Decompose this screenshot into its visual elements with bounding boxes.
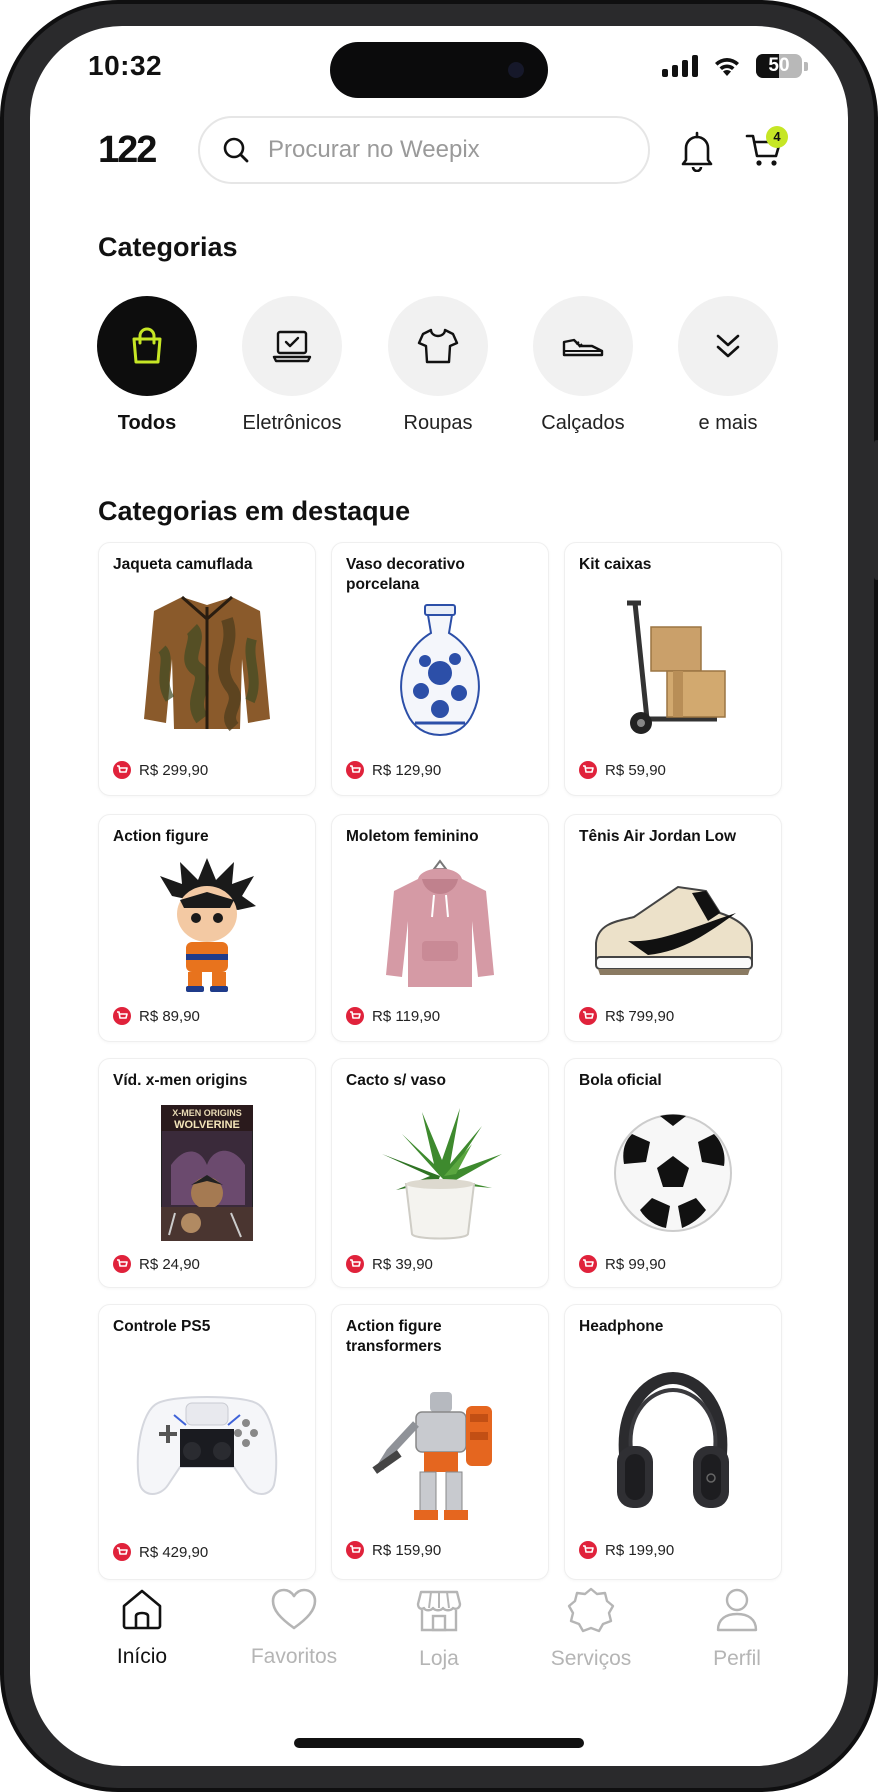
product-name: Bola oficial (579, 1072, 662, 1089)
product-card-moletom[interactable] (331, 814, 549, 1042)
product-price (579, 1541, 674, 1559)
status-icons (662, 54, 808, 78)
product-card-video[interactable] (98, 1058, 316, 1288)
price-cart-icon (346, 1541, 364, 1559)
product-name: Action figure (113, 828, 209, 845)
category-e-mais[interactable] (658, 296, 798, 435)
battery-percent: 50 (768, 55, 790, 76)
product-price (579, 1255, 666, 1273)
bag-icon (125, 324, 169, 368)
product-card-jaqueta[interactable] (98, 542, 316, 796)
category-label: Calçados (541, 412, 625, 434)
cover-title-line2: WOLVERINE (174, 1119, 240, 1131)
product-name: Jaqueta camuflada (113, 556, 253, 573)
hoodie-image (382, 857, 498, 993)
product-price-text: R$ 129,90 (372, 761, 442, 779)
product-name: Kit caixas (579, 556, 652, 573)
badge-icon (567, 1586, 615, 1634)
product-price (346, 761, 441, 779)
product-price-text: R$ 39,90 (372, 1255, 433, 1273)
category-label: Eletrônicos (242, 412, 342, 434)
product-price-text: R$ 799,90 (605, 1007, 675, 1025)
plant-image (372, 1104, 508, 1242)
price-cart-icon (579, 1541, 597, 1559)
home-indicator (294, 1738, 584, 1748)
price-cart-icon (346, 1255, 364, 1273)
wifi-icon (712, 55, 742, 77)
side-button (874, 440, 878, 580)
laptop-icon (270, 324, 314, 368)
category-circle (388, 296, 488, 396)
product-image (565, 595, 781, 739)
cover-title-line1: X-MEN ORIGINS (172, 1108, 242, 1118)
product-price-text: R$ 89,90 (139, 1007, 200, 1025)
category-label: Todos (117, 412, 177, 434)
category-circle (678, 296, 778, 396)
product-image (99, 1103, 315, 1243)
notification-bell-icon[interactable] (678, 130, 716, 172)
price-cart-icon (579, 1007, 597, 1025)
product-price (346, 1007, 440, 1025)
product-name: Action figure transformers (346, 1318, 442, 1355)
product-name: Controle PS5 (113, 1318, 211, 1335)
nav-label: Loja (419, 1647, 459, 1670)
category-circle (97, 296, 197, 396)
product-price-text: R$ 429,90 (139, 1543, 209, 1561)
product-price (113, 1007, 200, 1025)
headphone-image (611, 1372, 735, 1518)
price-cart-icon (113, 1543, 131, 1561)
controller-image (134, 1389, 280, 1499)
signal-icon (662, 55, 698, 77)
product-price-text: R$ 59,90 (605, 761, 666, 779)
store-icon (415, 1586, 463, 1634)
price-cart-icon (346, 1007, 364, 1025)
product-price-text: R$ 24,90 (139, 1255, 200, 1273)
product-image (99, 587, 315, 739)
tshirt-icon (416, 324, 460, 368)
product-card-headphone[interactable] (564, 1304, 782, 1580)
jacket-image (142, 589, 272, 737)
product-price-text: R$ 159,90 (372, 1541, 442, 1559)
camera-icon (508, 62, 524, 78)
product-price-text: R$ 299,90 (139, 761, 209, 779)
price-cart-icon (346, 761, 364, 779)
nav-item-servicos[interactable] (521, 1586, 661, 1671)
product-name: Cacto s/ vaso (346, 1072, 446, 1089)
category-label: e mais (698, 412, 758, 434)
product-price-text: R$ 199,90 (605, 1541, 675, 1559)
bottom-nav (30, 1586, 848, 1706)
price-cart-icon (113, 1255, 131, 1273)
product-name: Víd. x-men origins (113, 1072, 248, 1089)
product-card-action-figure[interactable] (98, 814, 316, 1042)
product-price (579, 1007, 674, 1025)
app-logo: 122 (98, 129, 156, 171)
product-card-vaso[interactable] (331, 542, 549, 796)
nav-item-inicio[interactable] (72, 1586, 212, 1669)
price-cart-icon (579, 1255, 597, 1273)
category-label: Roupas (403, 412, 473, 434)
sneaker-icon (560, 324, 606, 368)
category-eletronicos[interactable] (222, 296, 362, 435)
screen (30, 26, 848, 1766)
product-image (565, 1103, 781, 1243)
price-cart-icon (113, 1007, 131, 1025)
robot-image (370, 1388, 510, 1528)
figure-image (152, 856, 262, 994)
product-image (332, 1103, 548, 1243)
product-price (579, 761, 666, 779)
category-circle (242, 296, 342, 396)
category-calcados[interactable] (513, 296, 653, 435)
product-price-text: R$ 119,90 (372, 1007, 441, 1025)
category-todos[interactable] (77, 296, 217, 435)
product-image (99, 855, 315, 995)
product-price (113, 1543, 208, 1561)
product-price (113, 1255, 200, 1273)
nav-label: Início (116, 1645, 168, 1668)
product-price-text: R$ 99,90 (605, 1255, 666, 1273)
product-image (332, 603, 548, 739)
product-image (99, 1359, 315, 1529)
user-icon (714, 1586, 760, 1634)
price-cart-icon (579, 761, 597, 779)
price-cart-icon (113, 761, 131, 779)
nav-label: Perfil (713, 1647, 761, 1670)
category-roupas[interactable] (368, 296, 508, 435)
nav-item-perfil[interactable] (667, 1586, 807, 1671)
home-icon (119, 1586, 165, 1632)
product-image (332, 855, 548, 995)
product-image (565, 863, 781, 993)
product-price (346, 1541, 441, 1559)
nav-item-loja[interactable] (369, 1586, 509, 1671)
sneaker-image (588, 873, 758, 983)
featured-title: Categorias em destaque (98, 496, 411, 526)
product-name: Moletom feminino (346, 828, 479, 845)
product-card-bola[interactable] (564, 1058, 782, 1288)
video-cover-image (161, 1105, 253, 1241)
product-name: Vaso decorativo porcelana (346, 556, 465, 593)
product-card-transformers[interactable] (331, 1304, 549, 1580)
cart-count-badge: 4 (766, 126, 788, 148)
search-icon (222, 136, 250, 164)
double-chevron-down-icon (708, 326, 748, 366)
product-card-cacto[interactable] (331, 1058, 549, 1288)
dynamic-island (330, 42, 548, 98)
product-image (565, 1361, 781, 1529)
categories-title: Categorias (98, 232, 238, 262)
battery-tip (804, 62, 808, 71)
battery-icon (756, 54, 802, 78)
product-card-controle[interactable] (98, 1304, 316, 1580)
nav-label: Serviços (550, 1647, 632, 1670)
product-name: Headphone (579, 1318, 664, 1335)
category-circle (533, 296, 633, 396)
vase-image (395, 603, 485, 739)
product-price (113, 761, 208, 779)
product-card-kit-caixas[interactable] (564, 542, 782, 796)
nav-label: Favoritos (250, 1645, 338, 1668)
product-card-tenis[interactable] (564, 814, 782, 1042)
boxes-image (617, 597, 729, 737)
product-price (346, 1255, 433, 1273)
heart-icon (270, 1586, 318, 1632)
status-time: 10:32 (88, 50, 163, 81)
nav-item-favoritos[interactable] (224, 1586, 364, 1669)
search-input[interactable] (268, 136, 608, 164)
search-bar[interactable] (198, 116, 650, 184)
product-name: Tênis Air Jordan Low (579, 828, 737, 845)
product-image (332, 1387, 548, 1529)
ball-image (612, 1112, 734, 1234)
